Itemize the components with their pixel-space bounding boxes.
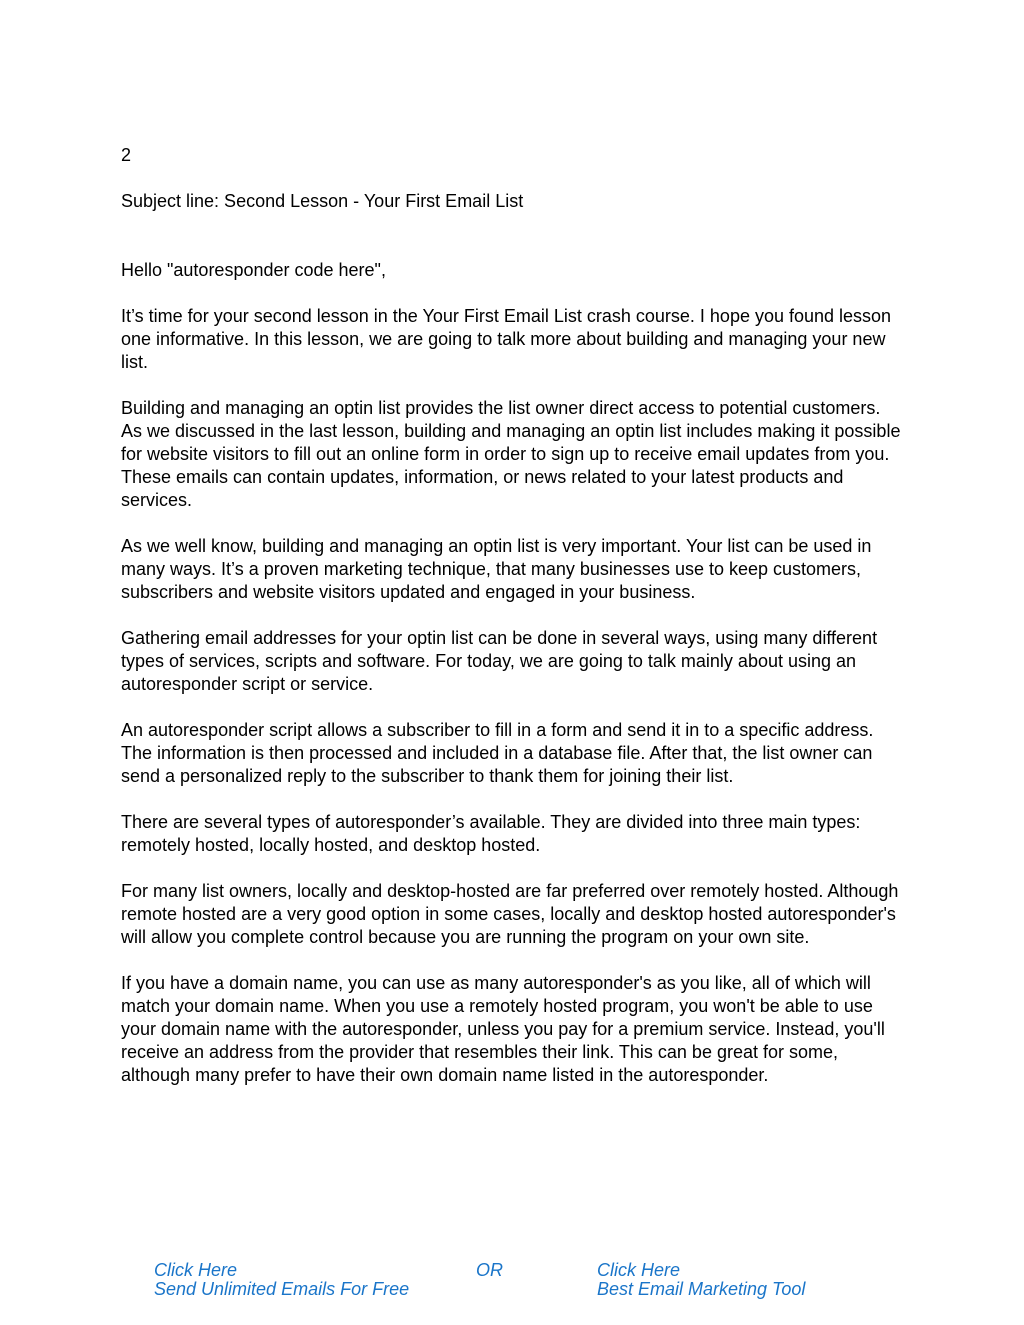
paragraph-3: As we well know, building and managing an optin list is very important. Your list can be used in many ways. It’s a proven marketing technique, that many businesses use to keep customers, subscribers and website visitors updated and engaged in your business. xyxy=(121,536,872,602)
footer-left-group xyxy=(154,1261,409,1299)
page-number: 2 xyxy=(121,145,132,165)
greeting: Hello "autoresponder code here", xyxy=(121,260,386,280)
paragraph-2: Building and managing an optin list provides the list owner direct access to potential customers. As we discussed in the last lesson, building and managing an optin list includes making it possible for website visitors to fill out an online form in order to sign up to receive email updates from you. These emails can contain updates, information, or news related to your latest products and services. xyxy=(121,398,901,510)
or-text: OR xyxy=(476,1260,503,1280)
paragraph-7: For many list owners, locally and desktop-hosted are far preferred over remotely hosted. Although remote hosted are a very good option in some cases, locally and desktop hosted autoresponder's will allow you complete control because you are running the program on your own site. xyxy=(121,881,899,947)
footer-right-caption: Best Email Marketing Tool xyxy=(597,1279,806,1299)
document-body xyxy=(121,144,901,1087)
paragraph-8: If you have a domain name, you can use as many autoresponder's as you like, all of which will match your domain name. When you use a remotely hosted program, you won't be able to use your domain name with the autoresponder, unless you pay for a premium service. Instead, you'll receive an address from the provider that resembles their link. This can be great for some, although many prefer to have their own domain name listed in the autoresponder. xyxy=(121,973,885,1085)
paragraph-5: An autoresponder script allows a subscriber to fill in a form and send it in to a specific address. The information is then processed and included in a database file. After that, the list owner can send a personalized reply to the subscriber to thank them for joining their list. xyxy=(121,720,874,786)
paragraph-1: It’s time for your second lesson in the Your First Email List crash course. I hope you found lesson one informative. In this lesson, we are going to talk more about building and managing your new list. xyxy=(121,306,892,372)
footer-left-caption: Send Unlimited Emails For Free xyxy=(154,1279,410,1299)
paragraph-6: There are several types of autoresponder’s available. They are divided into three main types: remotely hosted, locally hosted, and desktop hosted. xyxy=(121,812,861,855)
click-here-link-unlimited-emails[interactable]: Click Here xyxy=(154,1260,238,1280)
paragraph-4: Gathering email addresses for your optin list can be done in several ways, using many different types of services, scripts and software. For today, we are going to talk mainly about using an autoresponder script or service. xyxy=(121,628,878,694)
subject-line: Subject line: Second Lesson - Your First Email List xyxy=(121,191,524,211)
click-here-link-marketing-tool[interactable]: Click Here xyxy=(597,1260,681,1280)
footer-links xyxy=(0,1261,1024,1301)
footer-right-group xyxy=(597,1261,805,1299)
footer-or-separator xyxy=(476,1261,503,1280)
